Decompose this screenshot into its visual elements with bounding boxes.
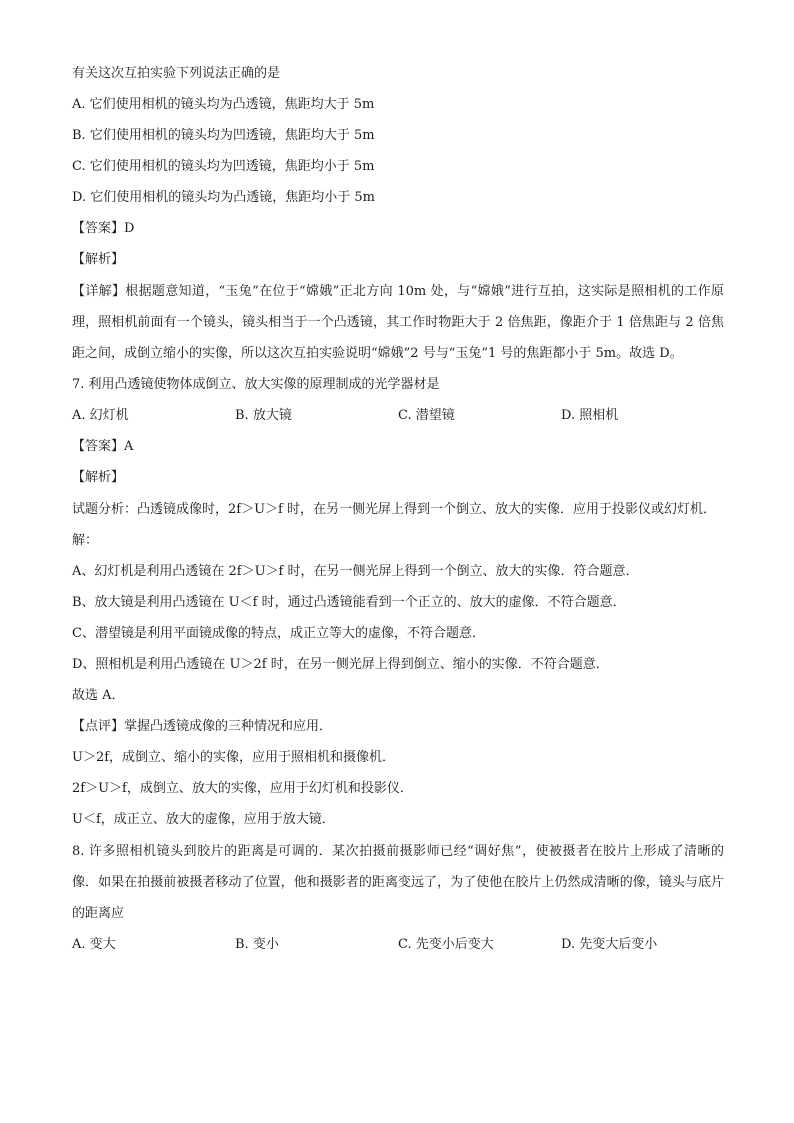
q8-option-d: D. 先变大后变小 [561, 937, 658, 952]
q7-option-b: B. 放大镜 [235, 408, 292, 423]
q8-option-c: C. 先变小后变大 [398, 937, 494, 952]
q7-rule-3: U＜f，成正立、放大的虚像，应用于放大镜． [72, 812, 335, 827]
q7-options [72, 406, 724, 426]
q8-option-a: A. 变大 [72, 937, 116, 952]
q7-conclusion: 故选 A． [72, 688, 125, 703]
q6-option-d: D. 它们使用相机的镜头均为凸透镜，焦距均小于 5m [72, 190, 375, 205]
q7-answer: 【答案】A [72, 439, 134, 454]
q7-rule-2: 2f＞U＞f，成倒立、放大的实像，应用于幻灯机和投影仪． [72, 781, 413, 796]
q6-stem: 有关这次互拍实验下列说法正确的是 [72, 66, 281, 81]
q7-solution-b: B、放大镜是利用凸透镜在 U＜f 时，通过凸透镜能看到一个正立的、放大的虚像．不符合题意． [72, 595, 626, 610]
document-page [72, 64, 724, 966]
q6-analysis-label: 【解析】 [72, 252, 125, 267]
q7-analysis-label: 【解析】 [72, 470, 125, 485]
q7-option-c: C. 潜望镜 [398, 408, 455, 423]
q7-stem: 7. 利用凸透镜使物体成倒立、放大实像的原理制成的光学器材是 [72, 377, 440, 392]
q6-option-c: C. 它们使用相机的镜头均为凹透镜，焦距均小于 5m [72, 159, 375, 174]
q6-option-a: A. 它们使用相机的镜头均为凸透镜，焦距均大于 5m [72, 97, 375, 112]
q6-detail: 【详解】根据题意知道，“玉兔”在位于“嫦娥”正北方向 10m 处，与“嫦娥”进行互拍，这实际是照相机的工作原理，照相机前面有一个镜头，镜头相当于一个凸透镜，其工作时物距大于 2 倍焦距，像距介于 1 倍焦距与 2 倍焦距之间，成倒立缩小的实像，所以这次互拍实验说明“嫦娥”2 号与“玉兔”1 号的焦距都小于 5m。故选 D。 [72, 284, 724, 361]
q7-solution-d: D、照相机是利用凸透镜在 U＞2f 时，在另一侧光屏上得到倒立、缩小的实像．不符合题意． [72, 657, 609, 672]
q7-analysis: 试题分析：凸透镜成像时，2f＞U＞f 时，在另一侧光屏上得到一个倒立、放大的实像．应用于投影仪或幻灯机． [72, 502, 716, 517]
q7-comment: 【点评】掌握凸透镜成像的三种情况和应用． [72, 719, 333, 734]
q7-solution-label: 解： [72, 533, 99, 548]
q8-option-b: B. 变小 [235, 937, 279, 952]
q7-option-a: A. 幻灯机 [72, 408, 129, 423]
q8-stem: 8. 许多照相机镜头到胶片的距离是可调的．某次拍摄前摄影师已经“调好焦”，使被摄者在胶片上形成了清晰的像．如果在拍摄前被摄者移动了位置，他和摄影者的距离变远了，为了使他在胶片上仍然成清晰的像，镜头与底片的距离应 [72, 844, 724, 921]
q7-solution-a: A、幻灯机是利用凸透镜在 2f＞U＞f 时，在另一侧光屏上得到一个倒立、放大的实像．符合题意． [72, 564, 639, 579]
q6-option-b: B. 它们使用相机的镜头均为凹透镜，焦距均大于 5m [72, 128, 375, 143]
q6-answer: 【答案】D [72, 221, 135, 236]
q7-rule-1: U＞2f，成倒立、缩小的实像，应用于照相机和摄像机． [72, 750, 396, 765]
q7-option-d: D. 照相机 [561, 408, 619, 423]
q7-solution-c: C、潜望镜是利用平面镜成像的特点，成正立等大的虚像，不符合题意． [72, 626, 485, 641]
q8-options [72, 935, 724, 955]
